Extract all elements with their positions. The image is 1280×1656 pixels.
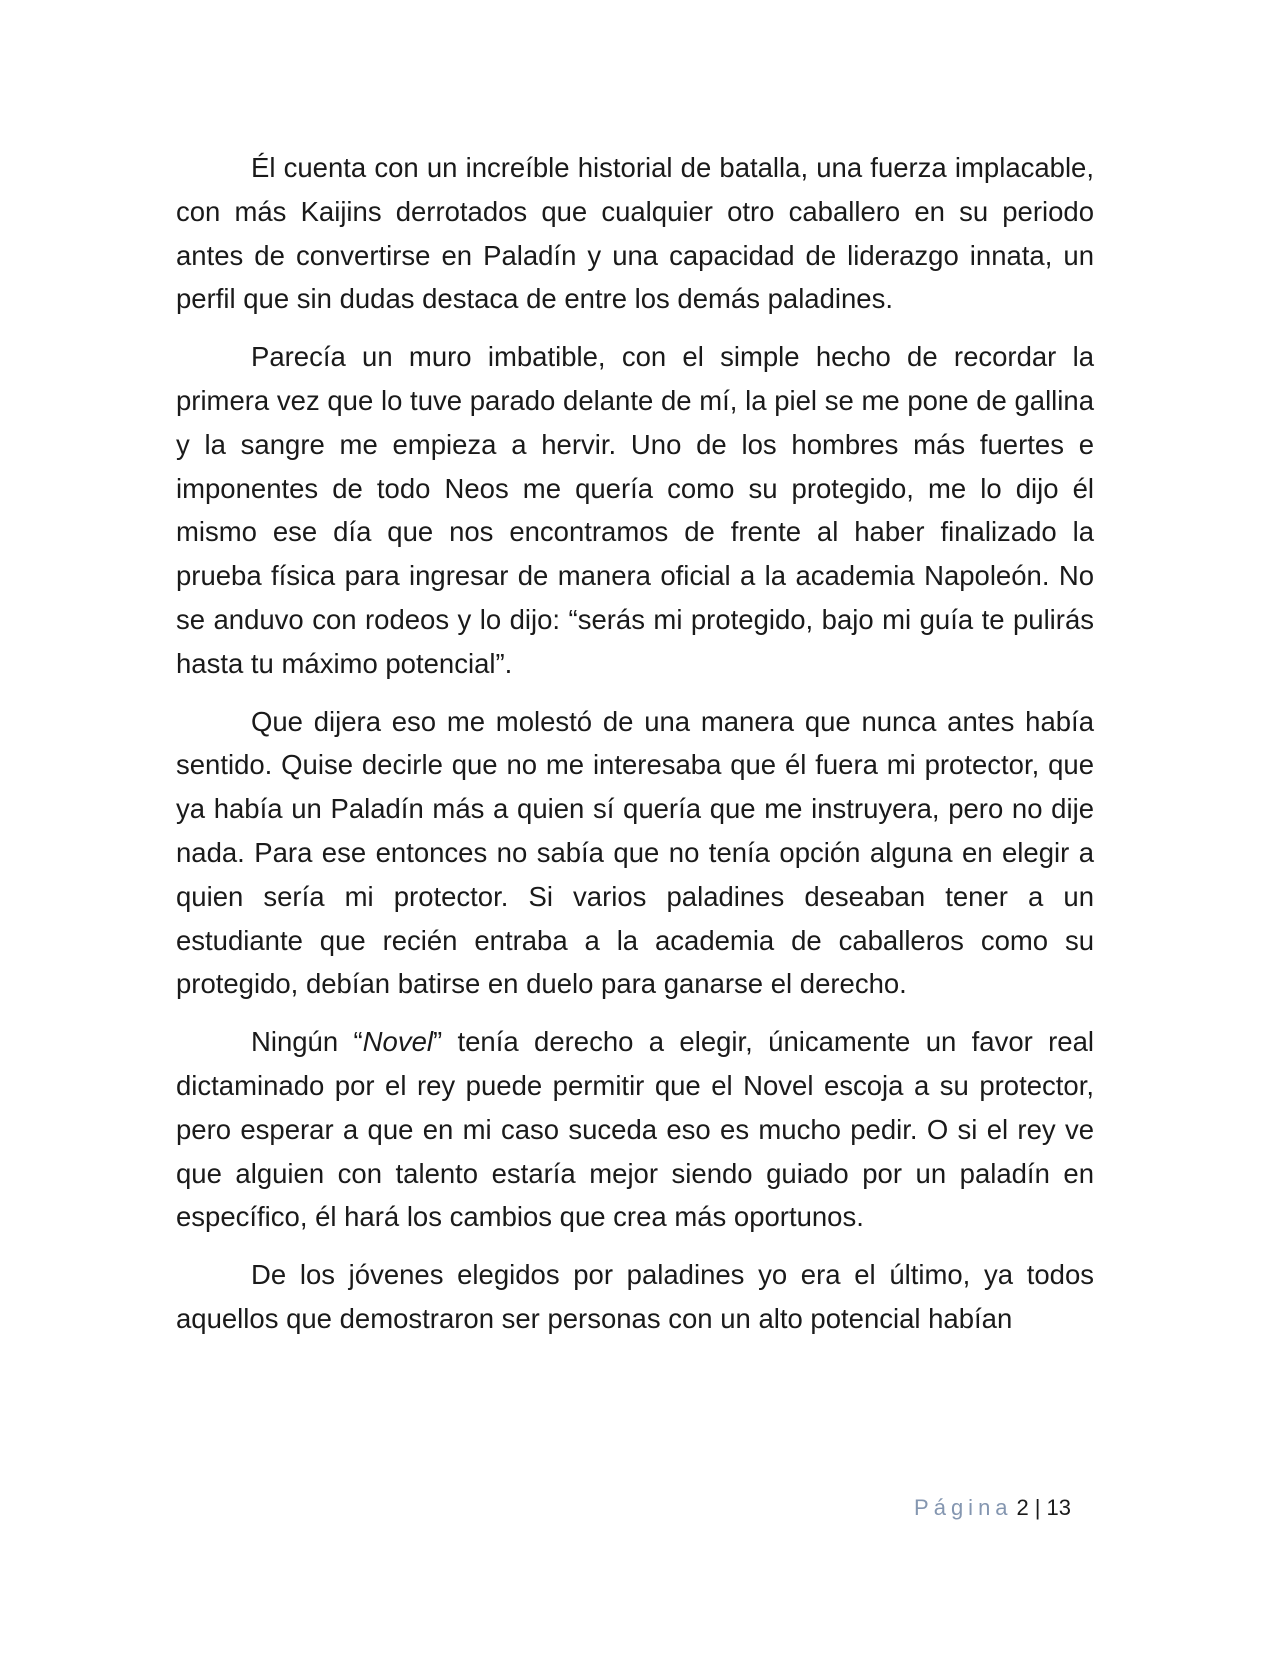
page-separator: | [1034,1495,1041,1520]
paragraph-1: Él cuenta con un increíble historial de batalla, una fuerza implacable, con más Kaijins derrotados que cualquier otro caballero en su periodo antes de convertirse en Paladín y una capacidad de liderazgo innata, un perfil que sin dudas destaca de entre los demás paladines. [176,152,1094,315]
paragraph-5: De los jóvenes elegidos por paladines yo era el último, ya todos aquellos que demostraron ser personas con un alto potencial habían [176,1259,1094,1334]
paragraph-4-after: ” tenía derecho a elegir, únicamente un favor real dictaminado por el rey puede permitir que el Novel escoja a su protector, pero esperar a que en mi caso suceda eso es mucho pedir. O si el rey ve que alguien con talento estaría mejor siendo guiado por un paladín en específico, él hará los cambios que crea más oportunos. [176,1026,1094,1233]
italic-novel: Novel [362,1026,433,1058]
paragraph-3: Que dijera eso me molestó de una manera que nunca antes había sentido. Quise decirle que no me interesaba que él fuera mi protector, que ya había un Paladín más a quien sí quería que me instruyera, pero no dije nada. Para ese entonces no sabía que no tenía opción alguna en elegir a quien sería mi protector. Si varios paladines deseaban tener a un estudiante que recién entraba a la academia de caballeros como su protegido, debían batirse en duelo para ganarse el derecho. [176,705,1094,1000]
paragraph-4-before: Ningún “ [251,1026,363,1058]
body-text [176,146,1094,1341]
paragraph-2: Parecía un muro imbatible, con el simple hecho de recordar la primera vez que lo tuve parado delante de mí, la piel se me pone de gallina y la sangre me empieza a hervir. Uno de los hombres más fuertes e imponentes de todo Neos me quería como su protegido, me lo dijo él mismo ese día que nos encontramos de frente al haber finalizado la prueba física para ingresar de manera oficial a la academia Napoleón. No se anduvo con rodeos y lo dijo: “serás mi protegido, bajo mi guía te pulirás hasta tu máximo potencial”. [176,341,1094,679]
total-pages: 13 [1046,1495,1071,1520]
page-number: 2 [1016,1495,1029,1520]
page-footer [914,1494,1071,1522]
paragraph-4 [176,1020,1094,1239]
page-label: Página [914,1495,1013,1520]
